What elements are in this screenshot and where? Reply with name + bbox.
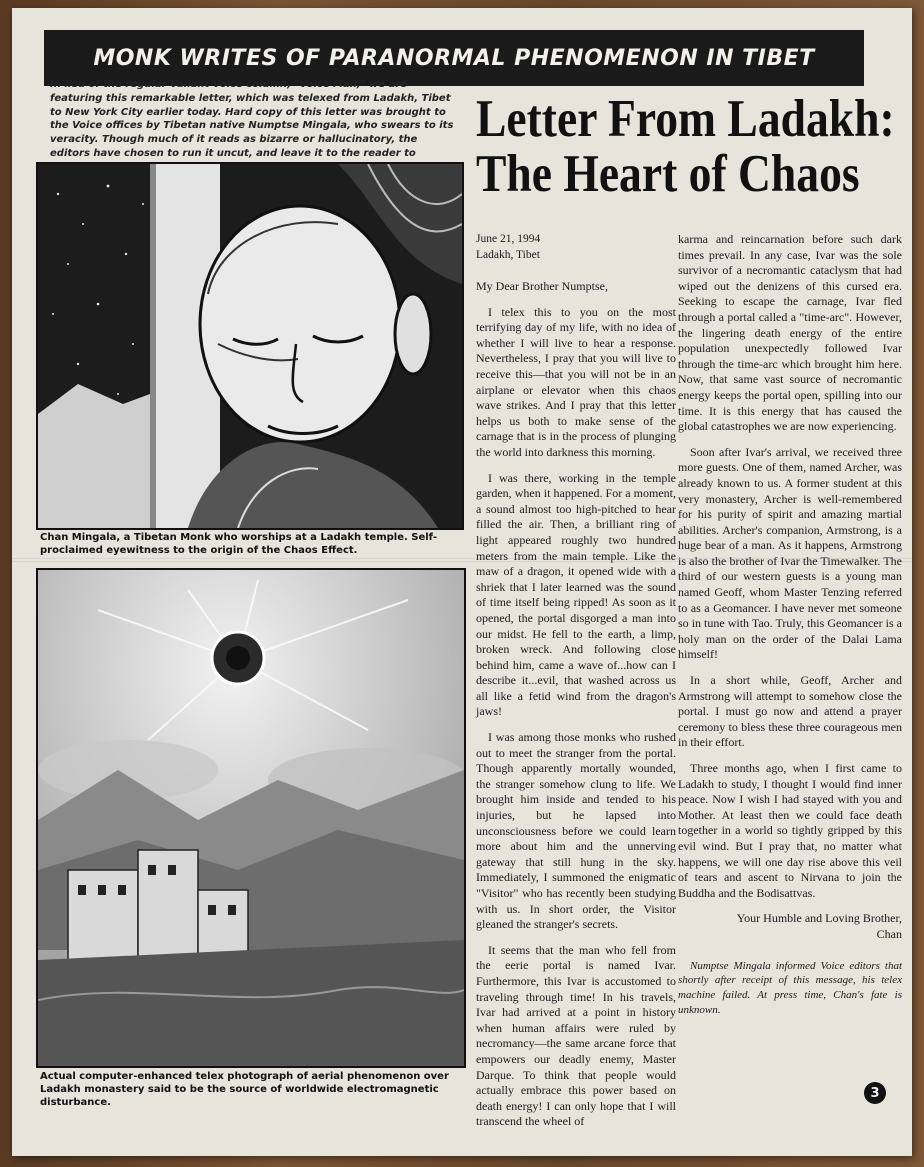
monk-caption: Chan Mingala, a Tibetan Monk who worships at a Ladakh temple. Self-proclaimed eyewitness to the origin of the Chaos Effect.: [40, 532, 438, 556]
letter-closing: Your Humble and Loving Brother,: [736, 911, 902, 926]
letter-paragraph: I was among those monks who rushed out to meet the stranger from the portal. Though apparently mortally wounded, the stranger somehow clung to life. We brought him inside and tended to his injuries, but he lapsed into unconsciousness before we could learn more about him and the unnerving gateway that still hung in the sky. Immediately, I summoned the enigmatic "Visitor" who has recently been studying with us. In short order, the Visitor gleaned the stranger's secrets.: [476, 730, 676, 932]
letter-paragraph: Three months ago, when I first came to Ladakh to study, I thought I would find inner peace. Now I wish I had stayed with you and Mother. At least then we could face death together in a world so tightly gripped by this evil wind. But I pray that, no matter what happens, we will one day rise above this veil of tears and ascent to Nirvana to join the Buddha and the Bodisattvas.: [678, 761, 902, 900]
phenomenon-caption: Actual computer-enhanced telex photograph of aerial phenomenon over Ladakh monastery said to be the source of worldwide electromagnetic disturbance.: [40, 1071, 449, 1108]
page-number-badge: 3: [864, 1082, 886, 1104]
letter-paragraph: I telex this to you on the most terrifying day of my life, with no idea of whether I will live to hear a response. Nevertheless, I pray that you will live to receive this—that you will not be in an airplane or elevator when this chaos wave strikes. And I pray that this letter helps us both to make sense of the carnage that is in the process of plunging the world into darkness this morning.: [476, 304, 676, 459]
letter-paragraph: Soon after Ivar's arrival, we received three more guests. One of them, named Archer, was already known to us. A former student at this very monastery, Archer is well-remembered for his purity of spirit and amazing martial abilities. Archer's companion, Armstrong, is a huge bear of a man. As it happens, Armstrong is also the brother of Ivar the Timewalker. The third of our western guests is a young man named Geoff, whom Master Tenzing referred to as a Geomancer. I have never met someone so in tune with Tao. Truly, this Geomancer is a holy man on the order of the Dalai Lama himself!: [678, 444, 902, 662]
letter-date: June 21, 1994: [476, 233, 541, 245]
monk-illustration: [36, 162, 464, 530]
letter-salutation: My Dear Brother Numptse,: [476, 279, 608, 294]
letter-paragraph: karma and reincarnation before such dark times prevail. In any case, Ivar was the sole survivor of a necromantic cataclysm that had wiped out the denizens of this cursed era. Seeking to escape the carnage, Ivar fled through a portal called a "time-arc". However, the lingering death energy of the entire population unexpectedly followed Ivar through the time-arc which brought him here. Now, that same vast source of necromantic energy keeps the portal open, spilling into our time. It is this energy that has caused the global catastrophes we are now experiencing.: [678, 232, 902, 434]
letter-paragraph: In a short while, Geoff, Archer and Armstrong will attempt to somehow close the portal. I must go now and attend a prayer ceremony to bless these three courageous men in their effort.: [678, 673, 902, 750]
letter-dateline: [476, 232, 676, 263]
headline-line-2: The Heart of Chaos: [476, 145, 860, 204]
phenomenon-photograph: [36, 568, 466, 1068]
letter-signature: Chan: [876, 926, 902, 941]
section-banner: MONK WRITES OF PARANORMAL PHENOMENON IN TIBET: [44, 30, 864, 86]
intro-paragraph: In lieu of the regular Valiant Voice column, "Voice Mail," we are featuring this remarkable letter, which was telexed from Ladakh, Tibet to New York City earlier today. Hard copy of this letter was brought to the Voice offices by Tibetan native Numptse Mingala, who swears to its veracity. Though much of it reads as bizarre or hallucinatory, the editors have chosen to run it uncut, and leave it to the reader to: [50, 79, 454, 159]
letter-paragraph: It seems that the man who fell from the eerie portal is named Ivar. Furthermore, this Ivar is accustomed to traveling through time! In his travels, Ivar had arrived at a point in history when human affairs were ruled by necromancy—the same arcane force that empowers our deadly enemy, Master Darque. To think that people would actually embrace this power based on death energy! I can only hope that I will transcend the wheel of: [476, 942, 676, 1129]
letter-column-2: [678, 232, 902, 1028]
headline-line-1: Letter From Ladakh:: [476, 90, 895, 148]
letter-place: Ladakh, Tibet: [476, 248, 540, 261]
letter-signoff: [678, 911, 902, 942]
letter-paragraph: I was there, working in the temple garden, when it happened. For a moment, a sound almost too high-pitched to hear filled the air. Then, a brilliant ring of light appeared roughly two hundred meters from the main temple. Like the maw of a dragon, it opened wide with a shriek that I later learned was the sound of time itself being ripped! As soon as it opened, the portal disgorged a man into our midst. He fell to the earth, a limp, broken wreck. And following close behind him, came a wave of...how can I describe it...evil, that washed across us all like a fetid wind from the dragon's jaws!: [476, 470, 676, 719]
letter-column-1: [476, 232, 676, 1140]
editor-note: Numptse Mingala informed Voice editors that shortly after receipt of this message, his telex machine failed. At press time, Chan's fate is unknown.: [678, 959, 902, 1017]
headline: [476, 90, 895, 204]
